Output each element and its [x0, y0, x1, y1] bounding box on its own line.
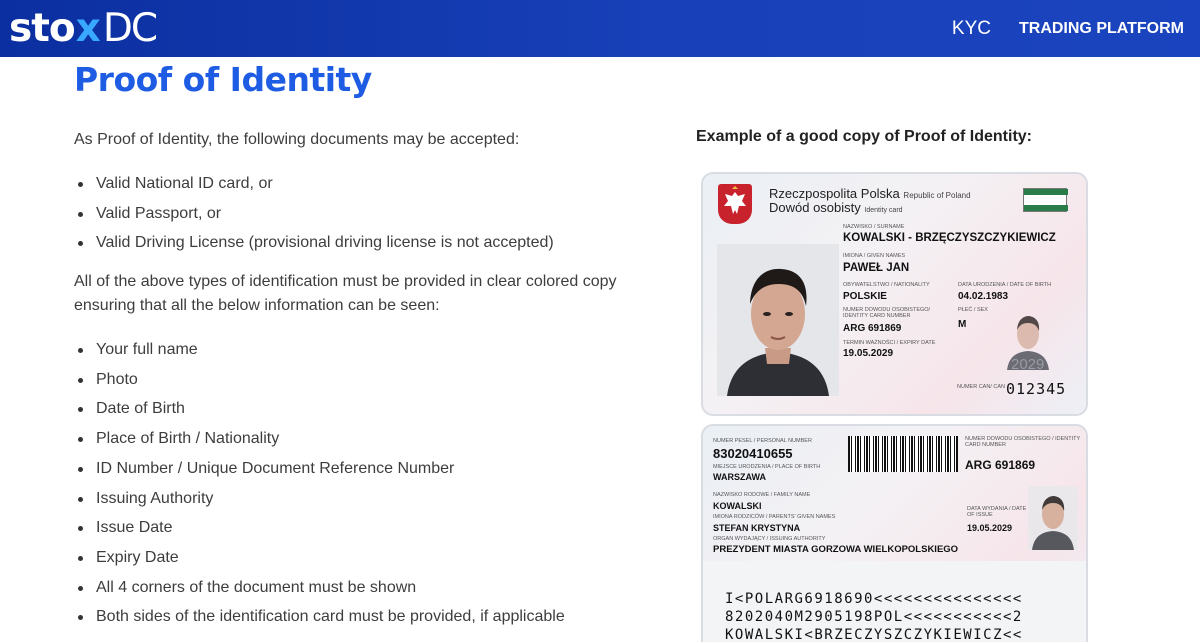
- issuing-authority-value: PREZYDENT MIASTA GORZOWA WIELKOPOLSKIEGO: [713, 544, 959, 555]
- id-number-value: ARG 691869: [843, 323, 902, 334]
- nav-link-kyc[interactable]: KYC: [951, 17, 991, 39]
- card-doc-name: [769, 200, 903, 215]
- id-card-back-image: [701, 424, 1088, 642]
- mrz-line: KOWALSKI<BRZECZYSZCZYKIEWICZ<<: [725, 627, 1023, 642]
- list-item: Expiry Date: [74, 543, 654, 573]
- list-item: All 4 corners of the document must be shown: [74, 573, 654, 603]
- main-nav: [952, 0, 1184, 57]
- list-item: Valid Passport, or: [74, 199, 654, 229]
- example-heading: Example of a good copy of Proof of Identity:: [696, 128, 1033, 145]
- given-names-label: IMIONA / GIVEN NAMES: [843, 253, 906, 259]
- holder-back-photo: [1028, 486, 1078, 550]
- logo-text-x: x: [75, 5, 100, 51]
- mrz-line: 8202040M2905198POL<<<<<<<<<<<2: [725, 609, 1023, 625]
- surname-label: NAZWISKO / SURNAME: [843, 224, 905, 230]
- list-item: Valid National ID card, or: [74, 169, 654, 199]
- holder-photo: [717, 244, 839, 396]
- required-info-list: [74, 335, 654, 632]
- place-of-birth-label: MIEJSCE URODZENIA / PLACE OF BIRTH: [713, 464, 821, 470]
- chip-symbol-icon: [1023, 188, 1067, 212]
- list-item: Both sides of the identification card must be provided, if applicable: [74, 602, 654, 632]
- logo-text-dc: DC: [102, 5, 157, 51]
- id-card-front-image: [701, 172, 1088, 416]
- list-item: Photo: [74, 365, 654, 395]
- nationality-value: POLSKIE: [843, 291, 887, 302]
- can-label: NUMER CAN/ CAN: [957, 384, 1005, 390]
- requirement-text: All of the above types of identification must be provided in clear colored copy ensuring that all the below information can be seen:: [74, 273, 617, 315]
- accepted-docs-list: [74, 169, 654, 258]
- family-name-value: KOWALSKI: [713, 501, 762, 511]
- stoxdc-logo[interactable]: [9, 6, 156, 50]
- surname-value: KOWALSKI - BRZĘCZYSZCZYKIEWICZ: [843, 232, 1056, 244]
- issue-date-label: DATA WYDANIA / DATE OF ISSUE: [967, 506, 1027, 518]
- can-number: 012345: [1006, 380, 1067, 398]
- dob-label: DATA URODZENIA / DATE OF BIRTH: [958, 282, 1052, 288]
- accepted-docs-intro: As Proof of Identity, the following documents may be accepted:: [74, 131, 520, 148]
- back-id-number-label: NUMER DOWODU OSOBISTEGO / IDENTITY CARD NUMBER: [965, 436, 1081, 448]
- sex-label: PŁEĆ / SEX: [958, 307, 988, 313]
- polish-eagle-icon: [718, 184, 752, 224]
- barcode-image: [848, 436, 958, 472]
- card-country-pl: Rzeczpospolita Polska: [769, 186, 900, 201]
- place-of-birth-value: WARSZAWA: [713, 472, 766, 482]
- family-name-label: NAZWISKO RODOWE / FAMILY NAME: [713, 492, 811, 498]
- parents-names-value: STEFAN KRYSTYNA: [713, 523, 801, 533]
- issuing-authority-label: ORGAN WYDAJĄCY / ISSUING AUTHORITY: [713, 536, 826, 542]
- expiry-label: TERMIN WAŻNOŚCI / EXPIRY DATE: [843, 340, 936, 346]
- list-item: Place of Birth / Nationality: [74, 424, 654, 454]
- sex-value: M: [958, 319, 967, 330]
- ghost-year: 2029: [1011, 356, 1045, 373]
- machine-readable-zone: [703, 561, 1088, 642]
- pesel-label: NUMER PESEL / PERSONAL NUMBER: [713, 438, 812, 444]
- list-item: Issuing Authority: [74, 484, 654, 514]
- parents-names-label: IMIONA RODZICÓW / PARENTS' GIVEN NAMES: [713, 514, 836, 520]
- top-navbar: [0, 0, 1200, 57]
- nav-link-trading-platform[interactable]: TRADING PLATFORM: [1018, 19, 1184, 37]
- page-title: Proof of Identity: [74, 60, 372, 99]
- list-item: ID Number / Unique Document Reference Number: [74, 454, 654, 484]
- expiry-value: 19.05.2029: [843, 348, 894, 359]
- nationality-label: OBYWATELSTWO / NATIONALITY: [843, 282, 930, 288]
- issue-date-value: 19.05.2029: [967, 523, 1013, 533]
- pesel-value: 83020410655: [713, 446, 793, 461]
- logo-text-sto: sto: [9, 5, 75, 51]
- card-doc-name-pl: Dowód osobisty: [769, 200, 861, 215]
- list-item: Date of Birth: [74, 394, 654, 424]
- card-doc-name-en: Identity card: [864, 207, 903, 214]
- card-country: [769, 186, 971, 201]
- requirements-section: [74, 128, 654, 632]
- list-item: Your full name: [74, 335, 654, 365]
- card-country-en: Republic of Poland: [903, 191, 971, 200]
- mrz-line: I<POLARG6918690<<<<<<<<<<<<<<<: [725, 591, 1023, 607]
- list-item: Issue Date: [74, 513, 654, 543]
- list-item: Valid Driving License (provisional driving license is not accepted): [74, 228, 654, 258]
- given-names-value: PAWEŁ JAN: [843, 262, 910, 274]
- id-number-label: NUMER DOWODU OSOBISTEGO/ IDENTITY CARD NUMBER: [843, 307, 931, 319]
- back-id-number-value: ARG 691869: [965, 458, 1036, 472]
- dob-value: 04.02.1983: [958, 291, 1009, 302]
